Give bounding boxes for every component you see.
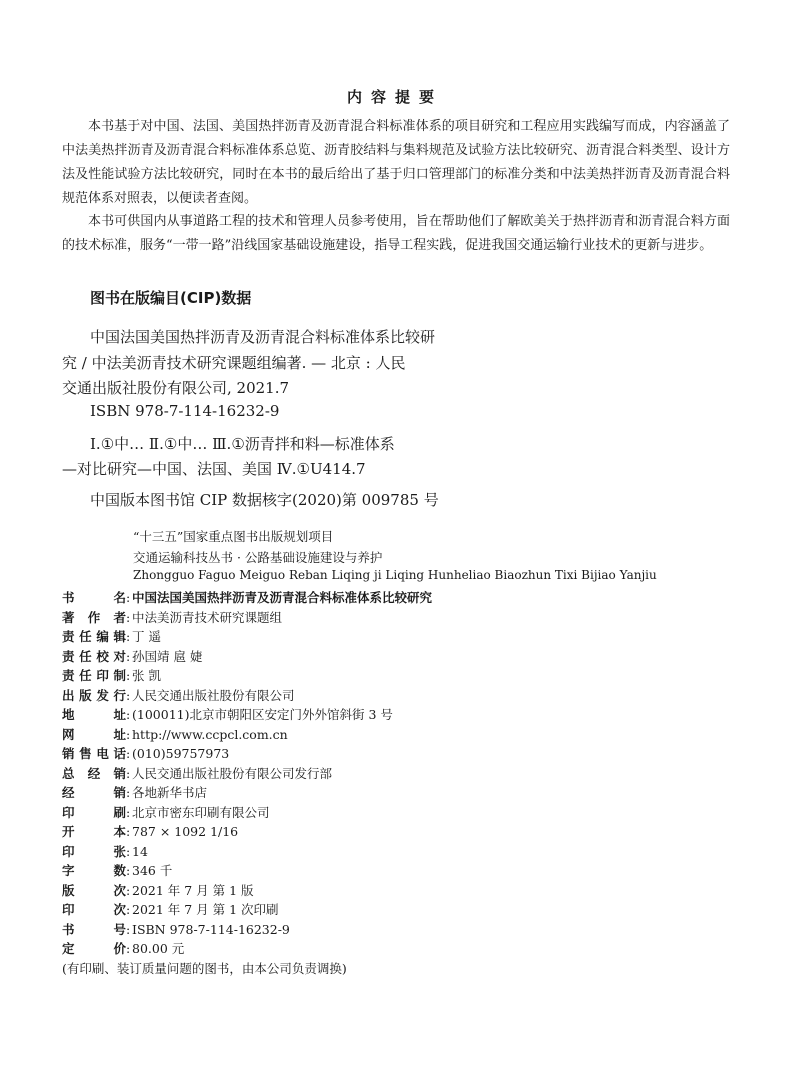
pinyin-title-line: Zhongguo Faguo Meiguo Reban Liqing ji Liqing Hunheliao Biaozhun Tixi Bijiao Yanjiu xyxy=(133,568,657,582)
info-label: 责任校对 xyxy=(62,648,126,664)
info-row-website: 网址 : http://www.ccpcl.com.cn xyxy=(62,725,432,745)
info-value: 人民交通出版社股份有限公司 xyxy=(132,687,295,703)
info-value: 80.00 元 xyxy=(132,941,185,956)
info-value: 2021 年 7 月 第 1 版 xyxy=(132,882,254,898)
info-value: 人民交通出版社股份有限公司发行部 xyxy=(132,765,333,781)
info-label: 责任印制 xyxy=(62,668,126,683)
info-row-title: 书名 : 中国法国美国热拌沥青及沥青混合料标准体系比较研究 xyxy=(62,588,432,608)
info-row-author: 著作者 : 中法美沥青技术研究课题组 xyxy=(62,608,432,628)
info-label: 版次 xyxy=(62,882,126,898)
cip-line-1: 中国法国美国热拌沥青及沥青混合料标准体系比较研 xyxy=(90,328,436,346)
info-label: 印刷 xyxy=(62,804,126,820)
info-label: 网址 xyxy=(62,726,126,742)
info-row-general-distributor: 总经销 : 人民交通出版社股份有限公司发行部 xyxy=(62,764,432,784)
info-value: ISBN 978-7-114-16232-9 xyxy=(132,921,290,937)
cip-heading: 图书在版编目(CIP)数据 xyxy=(90,289,252,307)
info-value: 2021 年 7 月 第 1 次印刷 xyxy=(132,902,279,917)
info-label: 书号 xyxy=(62,921,126,937)
info-row-publisher: 出版发行 : 人民交通出版社股份有限公司 xyxy=(62,686,432,706)
info-label: 经销 xyxy=(62,785,126,800)
info-value: 中国法国美国热拌沥青及沥青混合料标准体系比较研究 xyxy=(132,590,433,605)
info-label: 著作者 xyxy=(62,609,126,625)
cip-line-6: —对比研究—中国、法国、美国 Ⅳ.①U414.7 xyxy=(62,460,366,478)
cip-line-2: 究 / 中法美沥青技术研究课题组编著. — 北京 : 人民 xyxy=(62,354,406,372)
info-value: 北京市密东印刷有限公司 xyxy=(132,804,270,820)
info-label: 出版发行 xyxy=(62,687,126,703)
info-row-address: 地址 : (100011)北京市朝阳区安定门外外馆斜街 3 号 xyxy=(62,705,432,725)
info-value: 787 × 1092 1/16 xyxy=(132,824,239,839)
info-value: 各地新华书店 xyxy=(132,785,208,800)
cip-line-7: 中国版本图书馆 CIP 数据核字(2020)第 009785 号 xyxy=(90,491,439,509)
info-row-editor: 责任编辑 : 丁 遥 xyxy=(62,627,432,647)
info-value: (100011)北京市朝阳区安定门外外馆斜街 3 号 xyxy=(132,707,393,722)
series-project-line: “十三五”国家重点图书出版规划项目 xyxy=(133,529,334,544)
info-row-sheets: 印张 : 14 xyxy=(62,842,432,862)
info-row-printing: 印次 : 2021 年 7 月 第 1 次印刷 xyxy=(62,900,432,920)
info-row-proofreader: 责任校对 : 孙国靖 扈 婕 xyxy=(62,647,432,667)
info-value: http://www.ccpcl.com.cn xyxy=(132,726,288,742)
info-value: 中法美沥青技术研究课题组 xyxy=(132,609,283,625)
info-value: (010)59757973 xyxy=(132,746,230,761)
info-label: 书名 xyxy=(62,590,126,605)
info-label: 责任编辑 xyxy=(62,629,126,644)
info-row-print-supervisor: 责任印制 : 张 凯 xyxy=(62,666,432,686)
info-label: 销售电话 xyxy=(62,746,126,761)
info-row-word-count: 字数 : 346 千 xyxy=(62,861,432,881)
info-row-format: 开本 : 787 × 1092 1/16 xyxy=(62,822,432,842)
info-value: 丁 遥 xyxy=(132,629,161,644)
summary-heading: 内容提要 xyxy=(346,88,443,106)
info-label: 印次 xyxy=(62,902,126,917)
series-name-line: 交通运输科技丛书 · 公路基础设施建设与养护 xyxy=(133,550,383,565)
info-value: 14 xyxy=(132,843,148,859)
publication-info-table xyxy=(62,588,432,978)
info-label: 印张 xyxy=(62,843,126,859)
quality-note: (有印刷、装订质量问题的图书，由本公司负责调换) xyxy=(62,960,347,976)
info-row-price: 定价 : 80.00 元 xyxy=(62,939,432,959)
info-value: 346 千 xyxy=(132,863,173,878)
info-row-edition: 版次 : 2021 年 7 月 第 1 版 xyxy=(62,881,432,901)
info-label: 定价 xyxy=(62,941,126,956)
cip-line-4: ISBN 978-7-114-16232-9 xyxy=(90,402,280,420)
info-row-printer: 印刷 : 北京市密东印刷有限公司 xyxy=(62,803,432,823)
summary-paragraph-2: 本书可供国内从事道路工程的技术和管理人员参考使用，旨在帮助他们了解欧美关于热拌沥青和沥青混合料方面的技术标准，服务“一带一路”沿线国家基础设施建设，指导工程实践，促进我国交通运输行业技术的更新与进步。 xyxy=(62,214,730,253)
info-row-distributor: 经销 : 各地新华书店 xyxy=(62,783,432,803)
info-value: 孙国靖 扈 婕 xyxy=(132,648,203,664)
info-label: 开本 xyxy=(62,824,126,839)
info-row-sales-phone: 销售电话 : (010)59757973 xyxy=(62,744,432,764)
cip-line-5: Ⅰ.①中… Ⅱ.①中… Ⅲ.①沥青拌和料—标准体系 xyxy=(90,435,395,453)
info-label: 字数 xyxy=(62,863,126,878)
cip-line-3: 交通出版社股份有限公司, 2021.7 xyxy=(62,379,290,397)
info-label: 地址 xyxy=(62,707,126,722)
info-label: 总经销 xyxy=(62,765,126,781)
info-row-isbn: 书号 : ISBN 978-7-114-16232-9 xyxy=(62,920,432,940)
summary-paragraph-1: 本书基于对中国、法国、美国热拌沥青及沥青混合料标准体系的项目研究和工程应用实践编写而成，内容涵盖了中法美热拌沥青及沥青混合料标准体系总览、沥青胶结料与集料规范及试验方法比较研究、沥青混合料类型、设计方法及性能试验方法比较研究，同时在本书的最后给出了基于归口管理部门的标准分类和中法美热拌沥青及沥青混合料规范体系对照表，以便读者查阅。 xyxy=(62,119,730,206)
info-value: 张 凯 xyxy=(132,668,161,683)
